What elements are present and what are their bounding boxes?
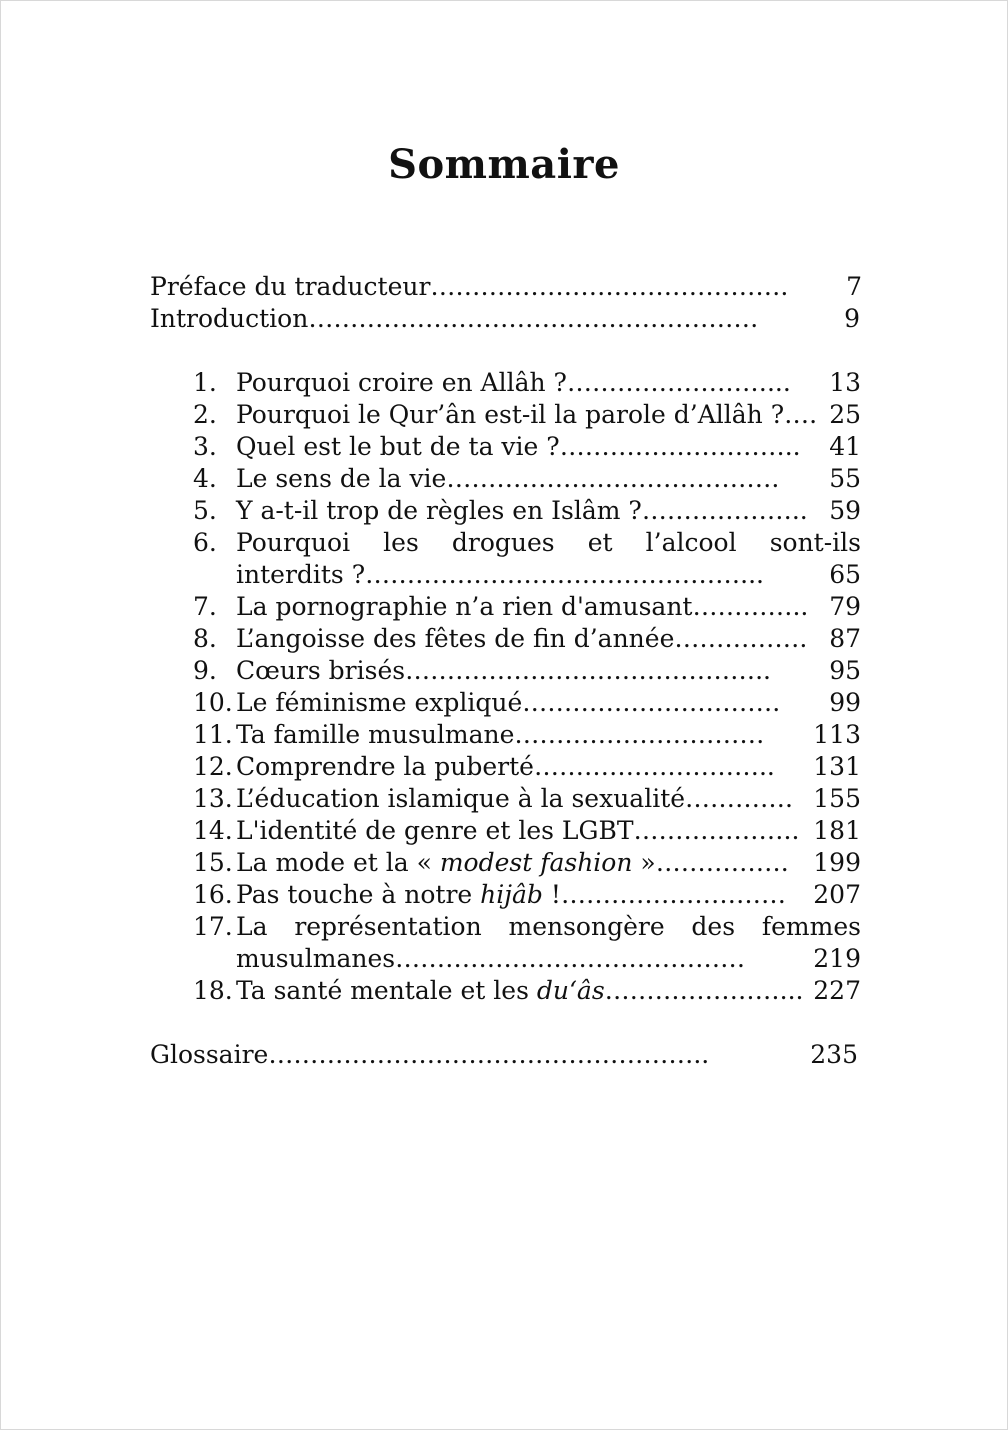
- toc-chapter-entry[interactable]: [193, 591, 861, 623]
- toc-page-number: 41: [829, 432, 861, 461]
- toc-entry-introduction[interactable]: [150, 303, 862, 335]
- toc-chapter-entry[interactable]: [193, 815, 861, 847]
- toc-entry-label: L’angoisse des fêtes de fin d’année…………….: [236, 624, 808, 653]
- toc-entry-label: Introduction………………………………………………: [150, 304, 759, 333]
- toc-page-number: 55: [829, 464, 861, 493]
- toc-chapter-entry[interactable]: [193, 751, 861, 783]
- toc-page-number: 113: [813, 720, 861, 749]
- toc-chapter-entry[interactable]: [193, 399, 861, 431]
- toc-entry-label: L'identité de genre et les LGBT………………..: [236, 816, 800, 845]
- chapter-number: 4.: [193, 464, 217, 493]
- toc-page-number: 65: [829, 560, 861, 589]
- toc-entry-label: Y a-t-il trop de règles en Islâm ?………………..: [236, 496, 808, 525]
- toc-page-number: 9: [844, 304, 860, 333]
- toc-entry-label: Pourquoi le Qur’ân est-il la parole d’Allâh ?….: [236, 400, 818, 429]
- toc-entry-label: Préface du traducteur…………………………………….: [150, 272, 789, 301]
- toc-entry-label: Comprendre la puberté………………………..: [236, 752, 775, 781]
- toc-page-number: 79: [829, 592, 861, 621]
- chapter-number: 3.: [193, 432, 217, 461]
- chapter-number: 13.: [193, 784, 233, 813]
- toc-chapter-entry[interactable]: [193, 911, 861, 975]
- toc-entry-preface[interactable]: [150, 271, 862, 303]
- toc-entry-label: Ta famille musulmane…………………………: [236, 720, 765, 749]
- chapter-number: 12.: [193, 752, 233, 781]
- toc-chapter-entry[interactable]: [193, 495, 861, 527]
- toc-entry-glossary[interactable]: [150, 1039, 858, 1071]
- chapter-number: 6.: [193, 528, 217, 557]
- toc-entry-label: Le sens de la vie………………………………….: [236, 464, 780, 493]
- chapter-number: 10.: [193, 688, 233, 717]
- toc-entry-label-line2: musulmanes……………………………………: [236, 944, 746, 973]
- chapter-number: 9.: [193, 656, 217, 685]
- toc-chapter-entry[interactable]: [193, 527, 861, 591]
- toc-entry-label: La pornographie n’a rien d'amusant…………..: [236, 592, 809, 621]
- toc-entry-label: La mode et la « modest fashion »…………….: [236, 848, 789, 877]
- toc-page-number: 131: [813, 752, 861, 781]
- toc-chapter-entry[interactable]: [193, 431, 861, 463]
- toc-chapter-entry[interactable]: [193, 367, 861, 399]
- toc-chapter-entry[interactable]: [193, 879, 861, 911]
- toc-chapter-entry[interactable]: [193, 655, 861, 687]
- toc-page-number: 227: [813, 976, 861, 1005]
- chapter-number: 7.: [193, 592, 217, 621]
- toc-page-number: 13: [829, 368, 861, 397]
- chapter-number: 17.: [193, 912, 233, 941]
- toc-entry-label: Pas touche à notre hijâb !………………………: [236, 880, 786, 909]
- toc-page-number: 155: [813, 784, 861, 813]
- toc-entry-label: Le féminisme expliqué………………………….: [236, 688, 781, 717]
- toc-page-number: 25: [829, 400, 861, 429]
- page-title: Sommaire: [388, 141, 620, 188]
- toc-chapter-entry[interactable]: [193, 623, 861, 655]
- toc-entry-label: Cœurs brisés……………………………………..: [236, 656, 771, 685]
- toc-page-number: 207: [813, 880, 861, 909]
- chapter-number: 15.: [193, 848, 233, 877]
- toc-chapter-entry[interactable]: [193, 463, 861, 495]
- toc-page-number: 7: [846, 272, 862, 301]
- toc-page-number: 99: [829, 688, 861, 717]
- toc-chapter-entry[interactable]: [193, 719, 861, 751]
- toc-chapter-entry[interactable]: [193, 975, 861, 1007]
- toc-entry-label: L’éducation islamique à la sexualité………….: [236, 784, 793, 813]
- toc-page-number: 59: [829, 496, 861, 525]
- chapter-number: 16.: [193, 880, 233, 909]
- toc-entry-label: Ta santé mentale et les du‘âs…………………...: [236, 976, 804, 1005]
- toc-page-number: 199: [813, 848, 861, 877]
- chapter-number: 2.: [193, 400, 217, 429]
- toc-entry-label: Pourquoi croire en Allâh ?……………………...: [236, 368, 791, 397]
- toc-chapter-entry[interactable]: [193, 687, 861, 719]
- toc-entry-label: Quel est le but de ta vie ?………………………..: [236, 432, 801, 461]
- chapter-number: 11.: [193, 720, 233, 749]
- toc-page-number: 219: [813, 944, 861, 973]
- toc-page-number: 87: [829, 624, 861, 653]
- toc-chapter-entry[interactable]: [193, 783, 861, 815]
- toc-chapter-entry[interactable]: [193, 847, 861, 879]
- chapter-number: 8.: [193, 624, 217, 653]
- toc-entry-label-line1: La représentation mensongère des femmes: [236, 912, 861, 941]
- chapter-number: 1.: [193, 368, 217, 397]
- toc-page-number: 95: [829, 656, 861, 685]
- toc-entry-label-line1: Pourquoi les drogues et l’alcool sont-ils: [236, 528, 861, 557]
- chapter-number: 14.: [193, 816, 233, 845]
- chapter-number: 18.: [193, 976, 233, 1005]
- toc-page-number: 181: [813, 816, 861, 845]
- toc-entry-label: Glossaire……………………………………………..: [150, 1040, 710, 1069]
- toc-entry-label-line2: interdits ?………………………………………...: [236, 560, 764, 589]
- toc-page-number: 235: [810, 1040, 858, 1069]
- chapter-number: 5.: [193, 496, 217, 525]
